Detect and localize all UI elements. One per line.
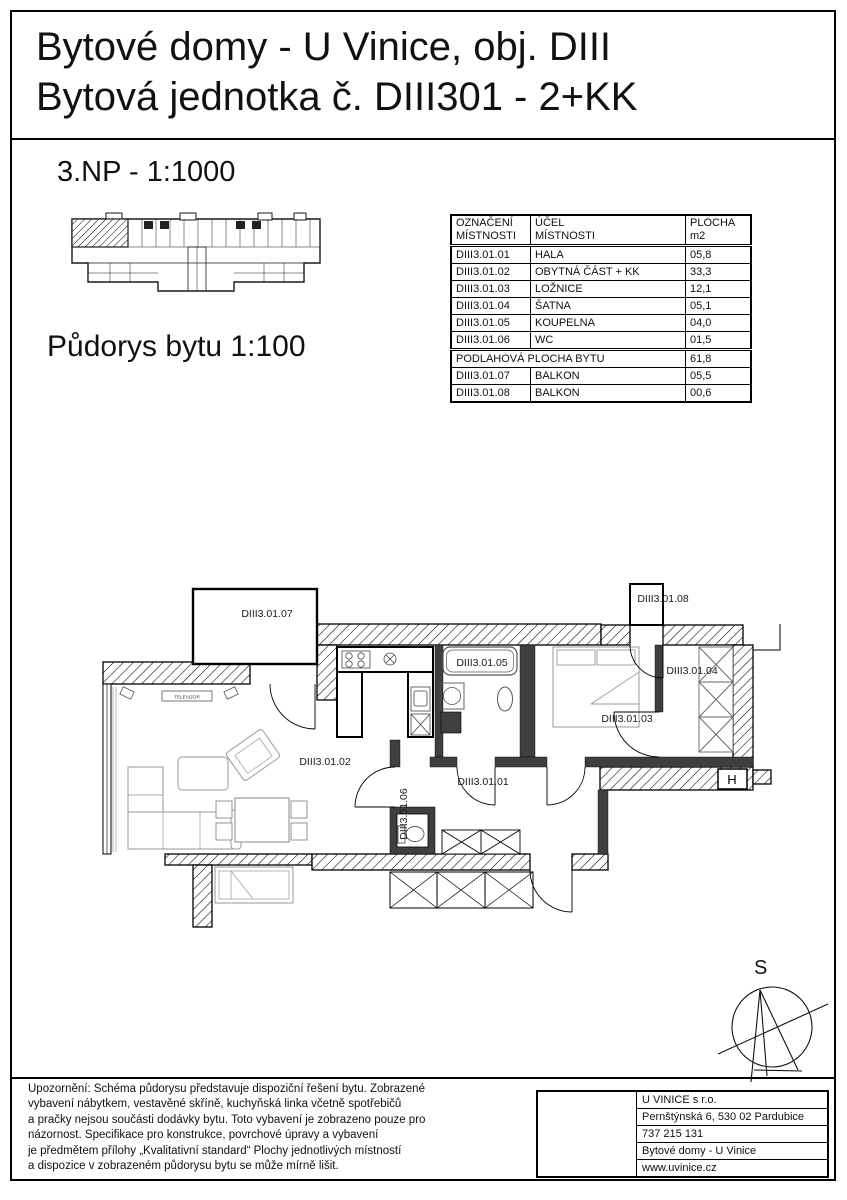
company-name: U VINICE s r.o.: [637, 1091, 829, 1109]
corridor-cabinets: [390, 872, 533, 908]
neighbor-wall-line: [753, 624, 780, 650]
company-info-table: [536, 1090, 829, 1178]
page-title: [36, 22, 637, 122]
table-row: DIII3.01.04 ŠATNA 05,1: [451, 298, 751, 315]
wc-room: [390, 807, 435, 854]
window-band: [103, 684, 116, 854]
company-website: www.uvinice.cz: [637, 1160, 829, 1178]
highlighted-unit: [72, 219, 128, 247]
company-project: Bytové domy - U Vinice: [637, 1143, 829, 1160]
title-line-2: Bytová jednotka č. DIII301 - 2+KK: [36, 75, 638, 119]
col-header-code: OZNAČENÍ MÍSTNOSTI: [451, 215, 531, 246]
title-separator: [10, 138, 836, 140]
stamp-cell: [537, 1091, 637, 1177]
table-row: DIII3.01.02 OBYTNÁ ČÁST + KK 33,3: [451, 264, 751, 281]
rooms-table: [450, 214, 752, 403]
table-row: DIII3.01.01 HALA 05,8: [451, 246, 751, 264]
speaker: [120, 687, 134, 699]
room-label-08: DIII3.01.08: [637, 593, 689, 605]
hall-wardrobe: [442, 830, 520, 854]
table-row: DIII3.01.03 LOŽNICE 12,1: [451, 281, 751, 298]
room-label-07: DIII3.01.07: [241, 608, 293, 620]
north-label: S: [754, 957, 768, 979]
col-header-purpose: ÚČEL MÍSTNOSTI: [531, 215, 686, 246]
company-phone: 737 215 131: [637, 1126, 829, 1143]
site-plan: [58, 203, 335, 305]
disclaimer-line: názornost. Specifikace pro konstrukce, povrchové úpravy a vybavení: [28, 1129, 379, 1142]
disclaimer-line: Upozornění: Schéma půdorysu představuje dispoziční řešení bytu. Zobrazené: [28, 1083, 425, 1095]
plan-scale-label: Půdorys bytu 1:100: [47, 330, 306, 363]
company-address: Pernštýnská 6, 530 02 Pardubice: [637, 1109, 829, 1126]
balcony-07-outline: [193, 589, 317, 664]
table-row: DIII3.01.08 BALKON 00,6: [451, 385, 751, 403]
neighbor-lounger: [215, 867, 293, 903]
floor-plan-drawing: [85, 552, 785, 952]
table-summary-row: PODLAHOVÁ PLOCHA BYTU 61,8: [451, 350, 751, 368]
disclaimer-line: vybavení nábytkem, vestavěné skříně, kuchyňská linka včetně spotřebičů: [28, 1098, 402, 1111]
room-label-02: DIII3.01.02: [299, 756, 351, 768]
armchair: [225, 728, 281, 781]
coffee-table: [178, 757, 228, 790]
table-row: DIII3.01.05 KOUPELNA 04,0: [451, 315, 751, 332]
tv-label: TELEVIZOR: [174, 694, 200, 700]
disclaimer-line: a pračky nejsou součásti dodávky bytu. Toto vybavení je zobrazeno pouze pro: [28, 1113, 426, 1126]
pillow: [557, 650, 595, 665]
col-header-area: PLOCHA m2: [686, 215, 752, 246]
title-line-1: Bytové domy - U Vinice, obj. DIII: [36, 25, 612, 69]
washbasin: [498, 687, 513, 711]
room-label-05: DIII3.01.05: [456, 657, 508, 669]
room-label-06: DIII3.01.06: [398, 788, 410, 840]
floor-scale-label: 3.NP - 1:1000: [57, 156, 236, 188]
room-label-03: DIII3.01.03: [601, 713, 653, 725]
compass: [710, 952, 835, 1087]
closet-wardrobe: [699, 647, 733, 752]
hydrant-label: H: [727, 772, 737, 787]
room-label-04: DIII3.01.04: [666, 665, 718, 677]
table-row: DIII3.01.07 BALKON 05,5: [451, 368, 751, 385]
shaft: [441, 712, 461, 733]
table-row: DIII3.01.06 WC 01,5: [451, 332, 751, 350]
disclaimer-text: [28, 1082, 468, 1174]
kitchen: [337, 647, 433, 737]
speaker: [224, 687, 238, 699]
disclaimer-line: a dispozice v zobrazeném půdorysu bytu se může mírně lišit.: [28, 1160, 339, 1173]
disclaimer-line: je předmětem přílohy „Kvalitativní standard“ Plochy jednotlivých místností: [28, 1144, 402, 1157]
room-label-01: DIII3.01.01: [457, 776, 509, 788]
pillow: [597, 650, 635, 665]
